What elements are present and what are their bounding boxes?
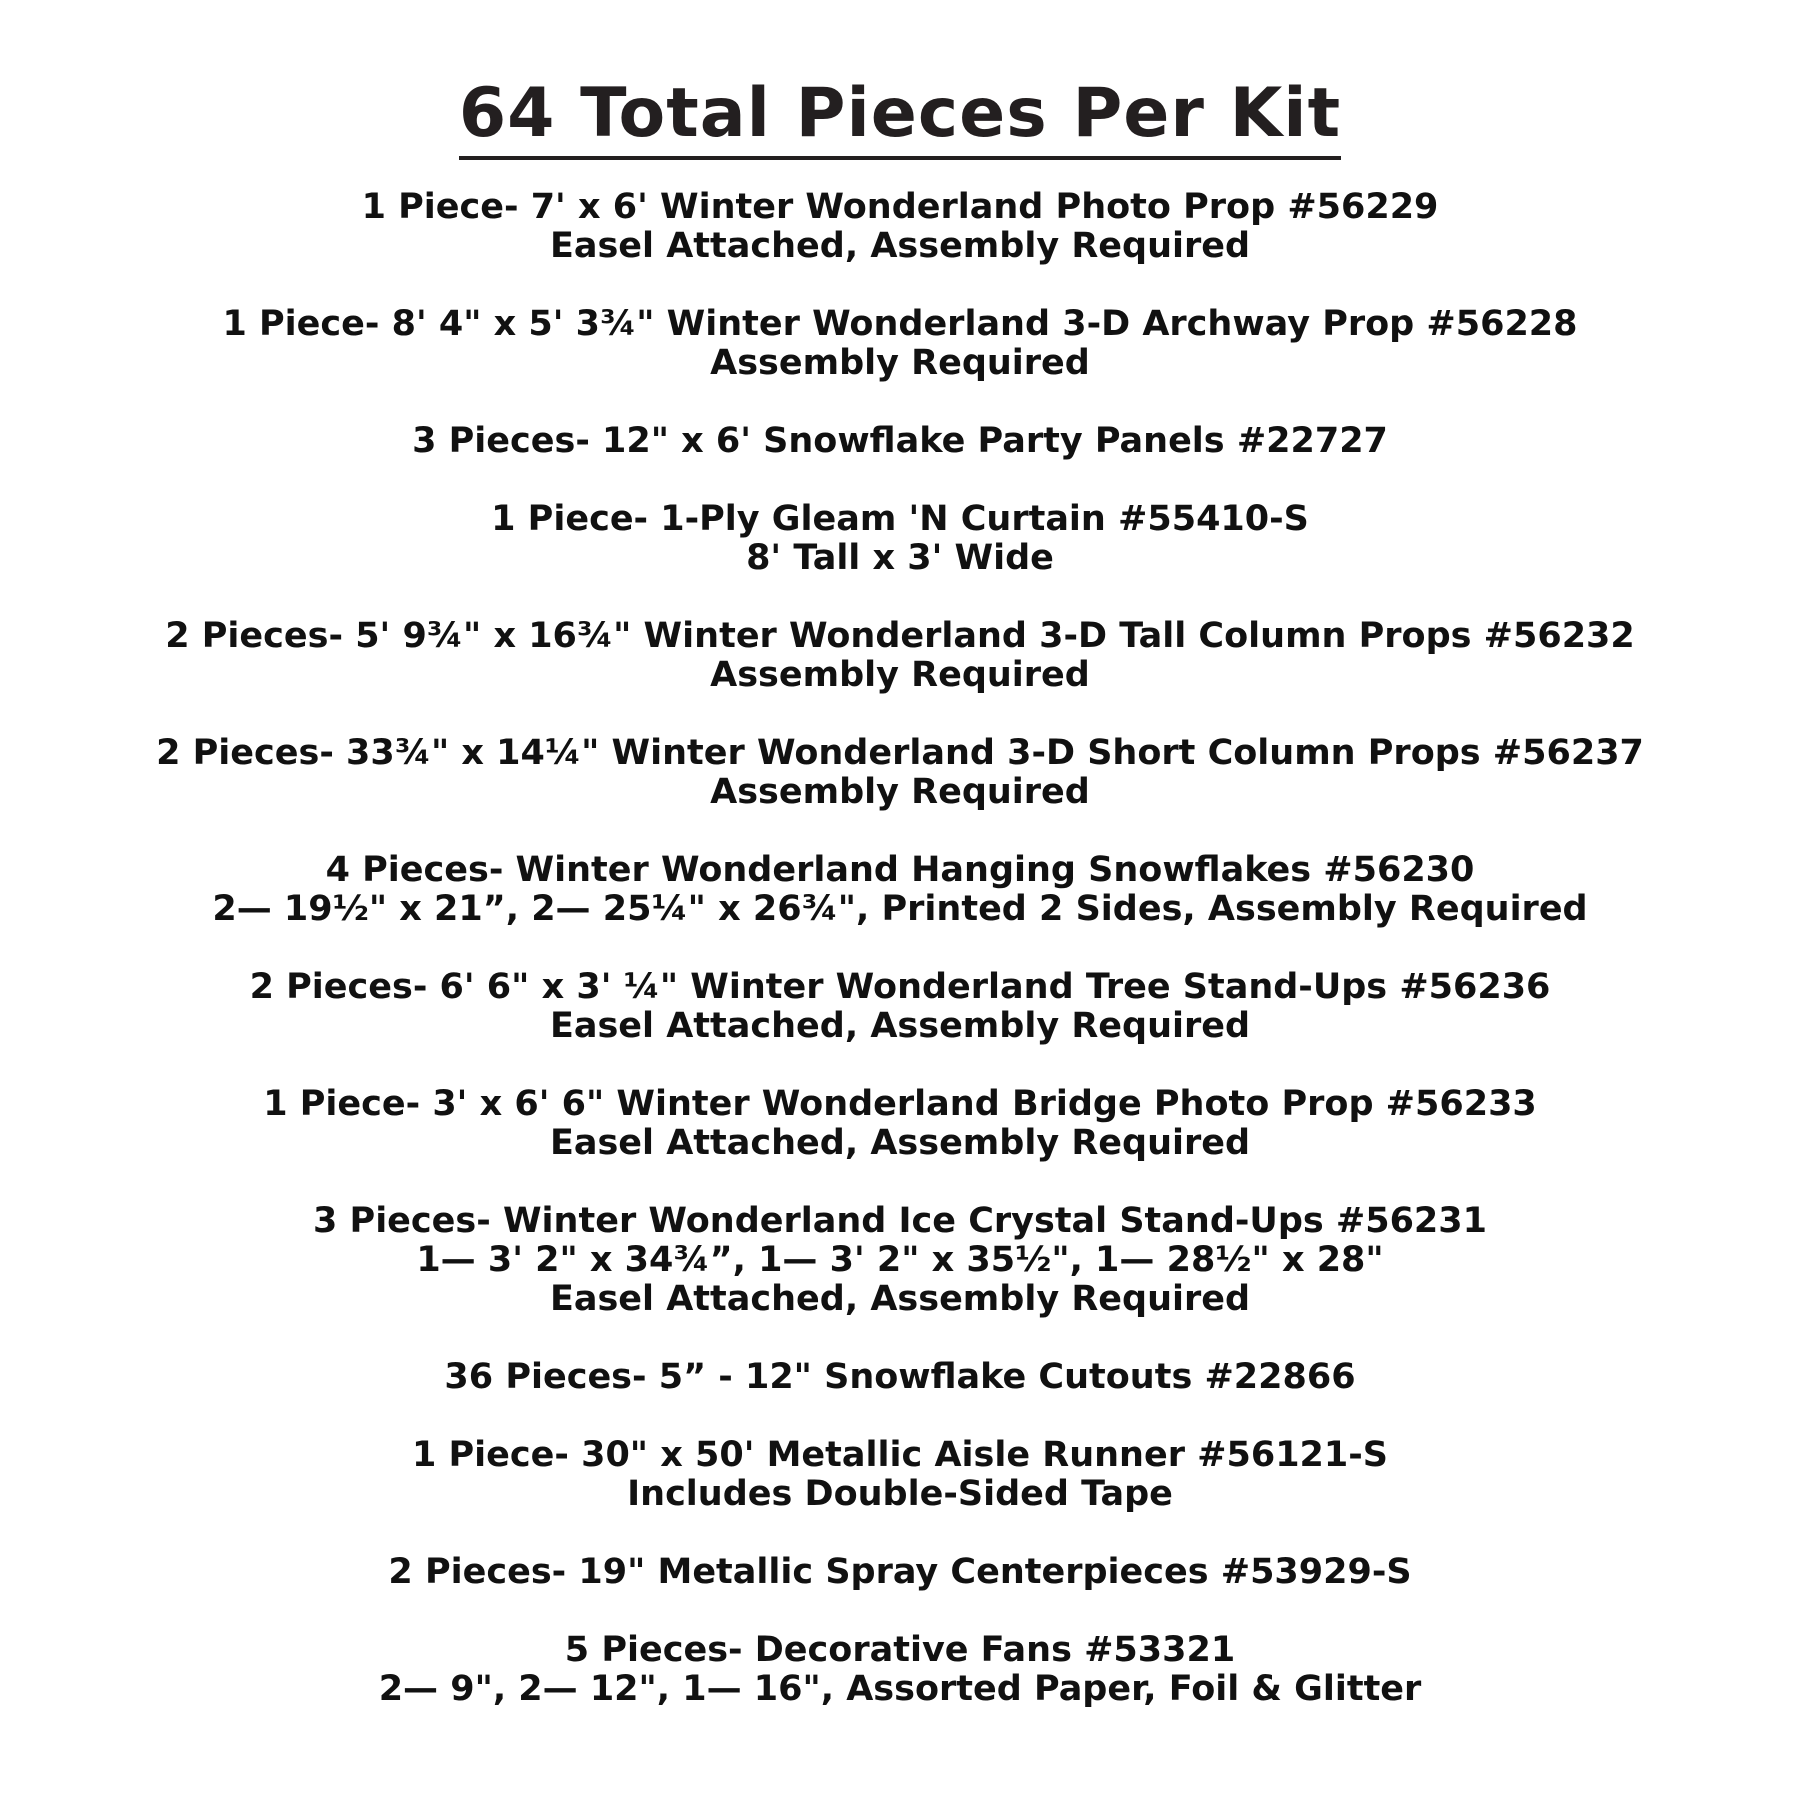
kit-item-line: 2 Pieces- 6' 6" x 3' ¼" Winter Wonderland Tree Stand-Ups #56236	[249, 967, 1551, 1007]
kit-item-line: 4 Pieces- Winter Wonderland Hanging Snowflakes #56230	[325, 850, 1475, 890]
kit-item-line: Easel Attached, Assembly Required	[549, 1279, 1251, 1319]
kit-item-line: Assembly Required	[710, 655, 1090, 695]
kit-item-line: 1 Piece- 3' x 6' 6" Winter Wonderland Bridge Photo Prop #56233	[263, 1084, 1537, 1124]
kit-item-line: 8' Tall x 3' Wide	[746, 538, 1054, 578]
kit-item-line: 1— 3' 2" x 34¾”, 1— 3' 2" x 35½", 1— 28½" x 28"	[416, 1240, 1384, 1280]
kit-item-line: Easel Attached, Assembly Required	[549, 1006, 1251, 1046]
kit-item	[40, 500, 1760, 578]
kit-item-line: 2— 19½" x 21”, 2— 25¼" x 26¾", Printed 2 Sides, Assembly Required	[212, 889, 1588, 929]
kit-item-line: 36 Pieces- 5” - 12" Snowflake Cutouts #22866	[444, 1357, 1356, 1397]
kit-item-line: Easel Attached, Assembly Required	[549, 226, 1251, 266]
kit-item-line: 3 Pieces- Winter Wonderland Ice Crystal Stand-Ups #56231	[313, 1201, 1487, 1241]
kit-item-line: Assembly Required	[710, 343, 1090, 383]
kit-item-line: 1 Piece- 30" x 50' Metallic Aisle Runner #56121-S	[411, 1435, 1388, 1475]
kit-item	[40, 734, 1760, 812]
kit-item-line: 1 Piece- 1-Ply Gleam 'N Curtain #55410-S	[491, 499, 1309, 539]
kit-item-list	[40, 188, 1760, 1748]
kit-item-line: 2 Pieces- 33¾" x 14¼" Winter Wonderland 3-D Short Column Props #56237	[156, 733, 1644, 773]
kit-item	[40, 1202, 1760, 1319]
kit-item	[40, 305, 1760, 383]
kit-item	[40, 1085, 1760, 1163]
kit-item	[40, 1436, 1760, 1514]
kit-item-line: 2 Pieces- 5' 9¾" x 16¾" Winter Wonderland 3-D Tall Column Props #56232	[165, 616, 1635, 656]
kit-item-line: 1 Piece- 8' 4" x 5' 3¾" Winter Wonderland 3-D Archway Prop #56228	[222, 304, 1578, 344]
kit-item	[40, 1553, 1760, 1592]
kit-item-line: 2 Pieces- 19" Metallic Spray Centerpieces #53929-S	[388, 1552, 1412, 1592]
kit-item	[40, 1358, 1760, 1397]
kit-item	[40, 1631, 1760, 1709]
kit-item-line: 3 Pieces- 12" x 6' Snowflake Party Panels #22727	[412, 421, 1388, 461]
kit-item	[40, 617, 1760, 695]
kit-item-line: 5 Pieces- Decorative Fans #53321	[564, 1630, 1236, 1670]
kit-item-line: 2— 9", 2— 12", 1— 16", Assorted Paper, Foil & Glitter	[378, 1669, 1422, 1709]
kit-item-line: Easel Attached, Assembly Required	[549, 1123, 1251, 1163]
kit-item-line: Assembly Required	[710, 772, 1090, 812]
title-wrapper	[0, 72, 1800, 160]
kit-item	[40, 851, 1760, 929]
kit-item-line: Includes Double-Sided Tape	[627, 1474, 1173, 1514]
kit-item	[40, 968, 1760, 1046]
kit-item	[40, 422, 1760, 461]
page-title: 64 Total Pieces Per Kit	[459, 72, 1341, 160]
kit-item-line: 1 Piece- 7' x 6' Winter Wonderland Photo Prop #56229	[361, 187, 1439, 227]
kit-item	[40, 188, 1760, 266]
